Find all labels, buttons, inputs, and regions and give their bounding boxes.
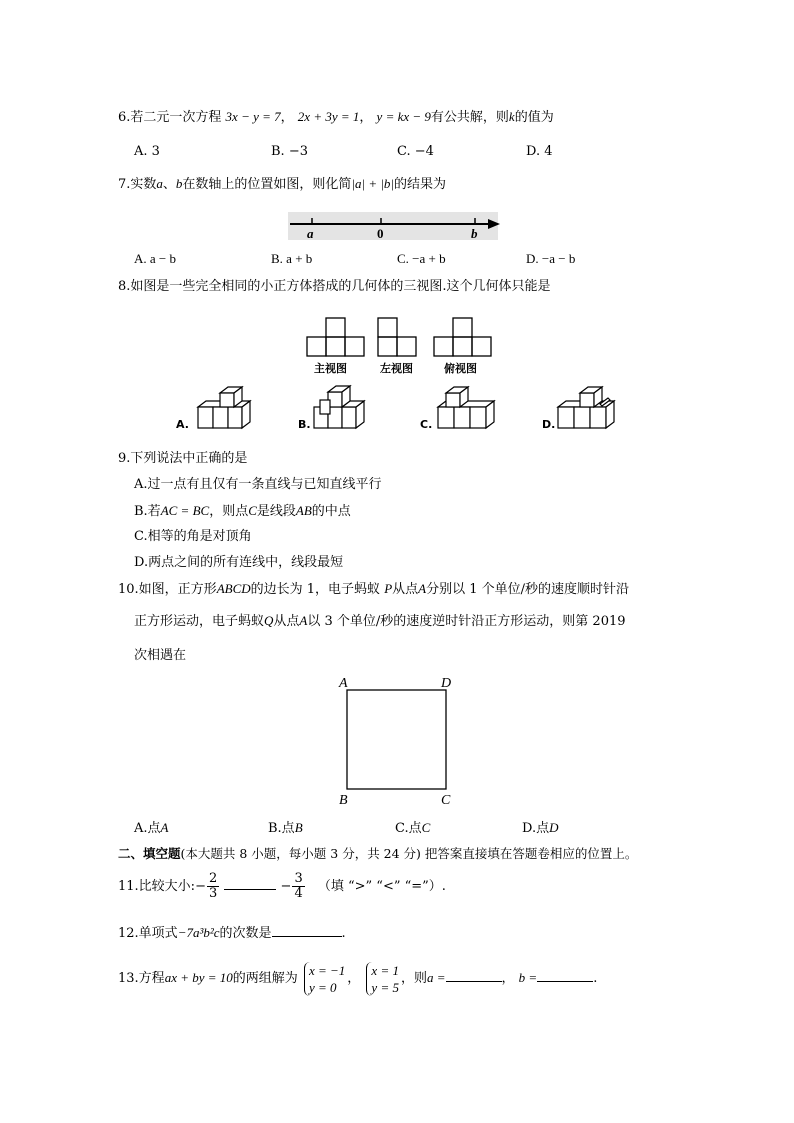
q6-eq3: y = kx − 9	[376, 109, 431, 124]
q7-option-d[interactable]: D. −a − b	[526, 251, 576, 266]
square-abcd-figure	[335, 672, 465, 810]
q8-option-a: A.	[176, 418, 189, 431]
q8-stem: 8.如图是一些完全相同的小正方体搭成的几何体的三视图.这个几何体只能是	[118, 279, 551, 294]
q8-option-d: D.	[542, 418, 556, 431]
q7-stem: 7.实数a、b在数轴上的位置如图，则化简|a| + |b|的结果为	[118, 176, 447, 192]
q6-eq1: 3x − y = 7	[225, 109, 281, 124]
q10-option-b[interactable]: B.点B	[268, 820, 303, 836]
q8-option-b: B.	[298, 418, 311, 431]
corner-c: C	[441, 793, 451, 808]
view-label-front: 主视图	[314, 362, 347, 375]
q10-line2: 正方形运动，电子蚂蚁Q从点A以 3 个单位/秒的速度逆时针沿正方形运动，则第 2019	[134, 613, 626, 629]
q6-option-d[interactable]: D. 4	[526, 144, 553, 159]
q7-option-a[interactable]: A. a − b	[134, 251, 176, 266]
q13-a-blank[interactable]	[446, 967, 502, 982]
option-d-solid	[558, 387, 614, 428]
number-line-figure	[288, 208, 508, 242]
option-a-solid	[198, 387, 250, 428]
q9-option-c[interactable]: C.相等的角是对顶角	[134, 529, 252, 544]
q11-stem: 11.比较大小:− $\frac{2}{3}$ − $\frac{3}{4}$ （填 “>” “<” “=”）.	[118, 871, 446, 901]
q10-line3: 次相遇在	[134, 648, 187, 663]
q10-option-c[interactable]: C.点C	[395, 820, 431, 836]
q9-option-d[interactable]: D.两点之间的所有连线中，线段最短	[134, 555, 344, 570]
q13-b-blank[interactable]	[537, 967, 593, 982]
view-label-top: 俯视图	[444, 362, 477, 375]
q12-answer-blank[interactable]	[272, 922, 342, 937]
q13-stem: 13.方程ax + by = 10的两组解为 x = −1 y = 0 ， x = 1 y = 5 ，则a = ， b = .	[118, 962, 598, 995]
q8-option-c: C.	[420, 418, 433, 431]
corner-d: D	[441, 676, 452, 691]
option-b-solid	[314, 386, 364, 428]
three-views-figure	[300, 310, 500, 376]
number-line-shade	[288, 212, 498, 240]
axis-label-a: a	[307, 226, 314, 241]
option-c-solid	[438, 387, 494, 428]
q11-fraction-2: $\frac{3}{4}$	[294, 871, 303, 901]
q12-stem: 12.单项式−7a³b²c的次数是 .	[118, 922, 346, 943]
q9-option-a[interactable]: A.过一点有且仅有一条直线与已知直线平行	[134, 477, 382, 492]
view-label-left: 左视图	[380, 362, 413, 375]
q6-stem: 6.若二元一次方程 3x − y = 7， 2x + 3y = 1， y = kx − 9有公共解，则k的值为	[118, 109, 554, 125]
corner-b: B	[339, 793, 348, 808]
corner-a: A	[339, 676, 348, 691]
q13-solution-2: x = 1 y = 5	[366, 962, 399, 996]
q10-line1: 10.如图，正方形ABCD的边长为 1，电子蚂蚁 P从点A分别以 1 个单位/秒的速度顺时针沿	[118, 581, 630, 597]
q11-answer-blank[interactable]	[224, 875, 276, 890]
axis-label-b: b	[471, 226, 478, 241]
q7-option-b[interactable]: B. a + b	[271, 251, 313, 266]
q7-option-c[interactable]: C. −a + b	[397, 251, 446, 266]
section-2-heading: 二、填空题(本大题共 8 小题，每小题 3 分，共 24 分) 把答案直接填在答题卷相应的位置上。	[118, 846, 638, 861]
q6-eq2: 2x + 3y = 1	[297, 109, 360, 124]
q13-solution-1: x = −1 y = 0	[304, 962, 345, 996]
q11-fraction-1: $\frac{2}{3}$	[208, 871, 218, 901]
q6-option-b[interactable]: B. −3	[271, 144, 308, 159]
axis-label-0: 0	[377, 226, 384, 241]
cube-options-figure	[170, 380, 640, 436]
square-abcd	[347, 690, 446, 789]
q9-option-b[interactable]: B.若AC = BC，则点C是线段AB的中点	[134, 503, 351, 519]
q10-option-a[interactable]: A.点A	[134, 820, 169, 836]
q10-option-d[interactable]: D.点D	[522, 820, 559, 836]
q9-stem: 9.下列说法中正确的是	[118, 451, 248, 466]
q6-option-c[interactable]: C. −4	[397, 144, 434, 159]
q6-option-a[interactable]: A. 3	[134, 144, 160, 159]
